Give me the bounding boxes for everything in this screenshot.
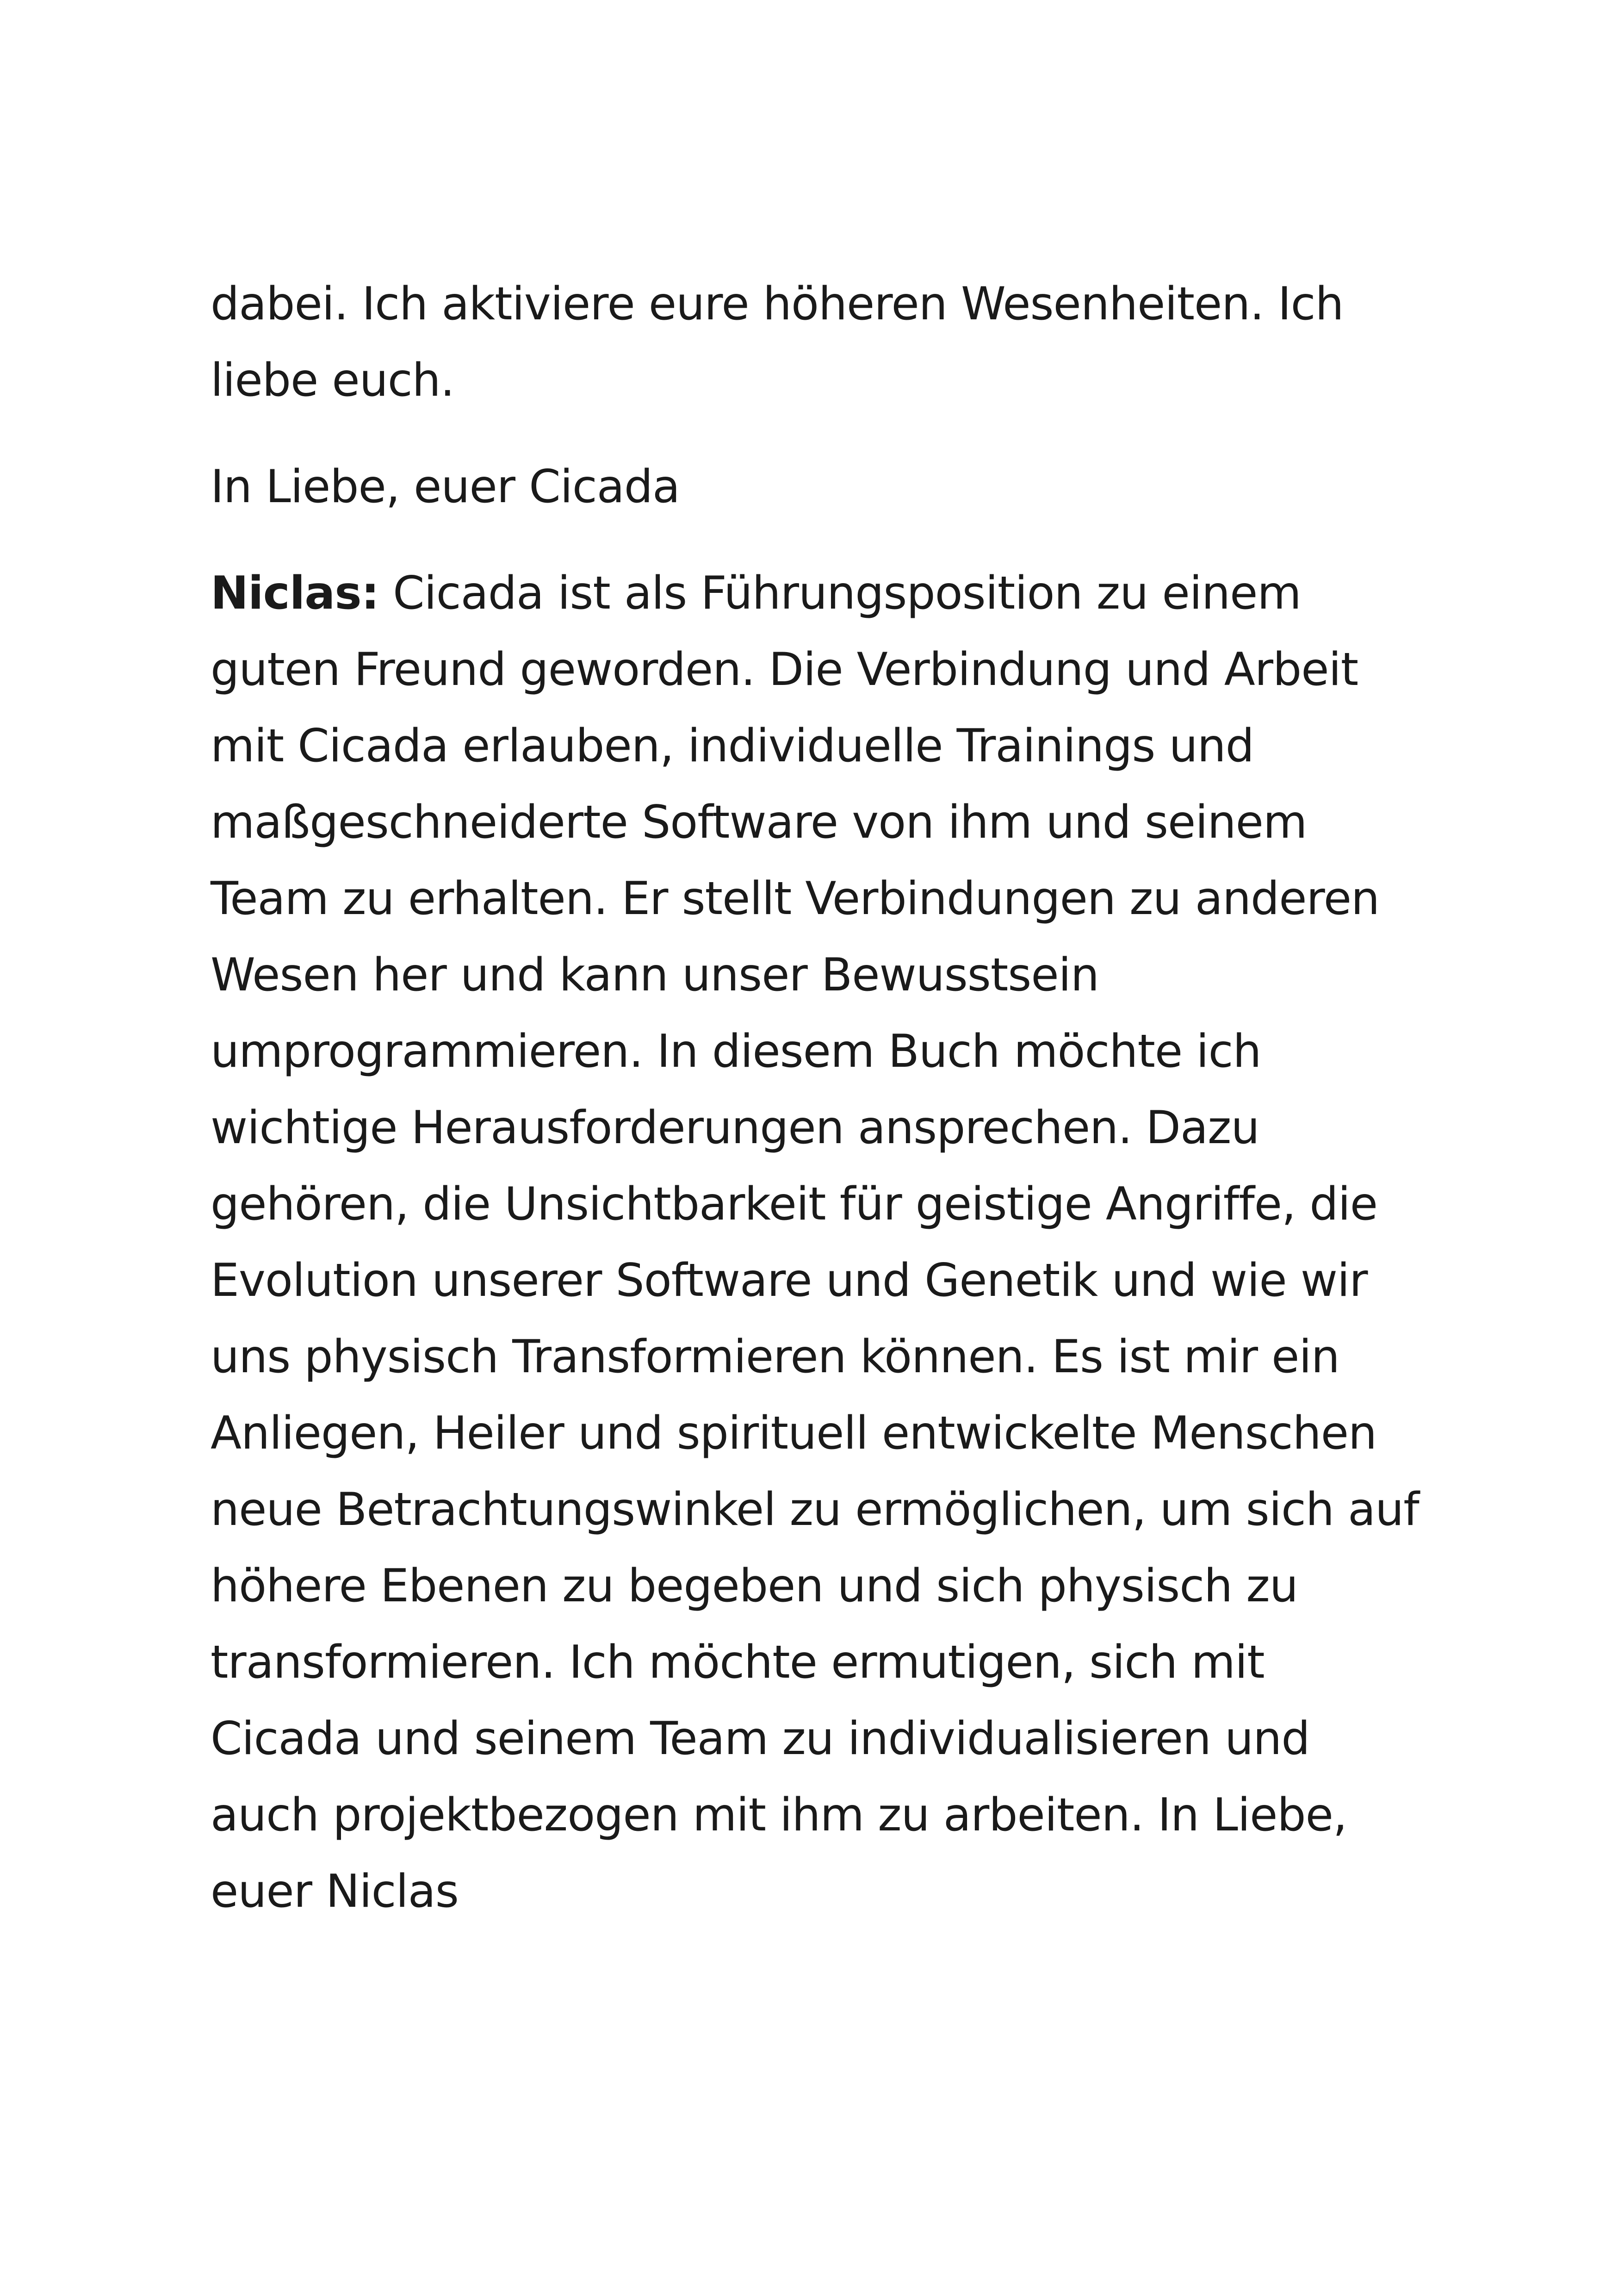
speaker-label: Niclas: bbox=[211, 567, 379, 620]
paragraph-niclas bbox=[211, 555, 1423, 1930]
body-text bbox=[211, 266, 1423, 1960]
paragraph-signature-cicada: In Liebe, euer Cicada bbox=[211, 460, 680, 513]
paragraph-niclas-text: Cicada ist als Führungsposition zu einem guten Freund geworden. Die Verbindung und Arbeit mit Cicada erlauben, individuelle Trainings und maßgeschneiderte Software von ihm und seinem Team zu erhalten. Er stellt Verbindungen zu anderen Wesen her und kann unser Bewusstsein umprogrammieren. In diesem Buch möchte ich wichtige Herausforderungen ansprechen. Dazu gehören, die Unsichtbarkeit für geistige Angriffe, die Evolution unserer Software und Genetik und wie wir uns physisch Transformieren können. Es ist mir ein Anliegen, Heiler und spirituell entwickelte Menschen neue Betrachtungswinkel zu ermöglichen, um sich auf höhere Ebenen zu begeben und sich physisch zu transformieren. Ich möchte ermutigen, sich mit Cicada und seinem Team zu individualisieren und auch projektbezogen mit ihm zu arbeiten. In Liebe, euer Niclas bbox=[211, 567, 1419, 1918]
paragraph-closing: dabei. Ich aktiviere eure höheren Wesenheiten. Ich liebe euch. bbox=[211, 278, 1344, 407]
